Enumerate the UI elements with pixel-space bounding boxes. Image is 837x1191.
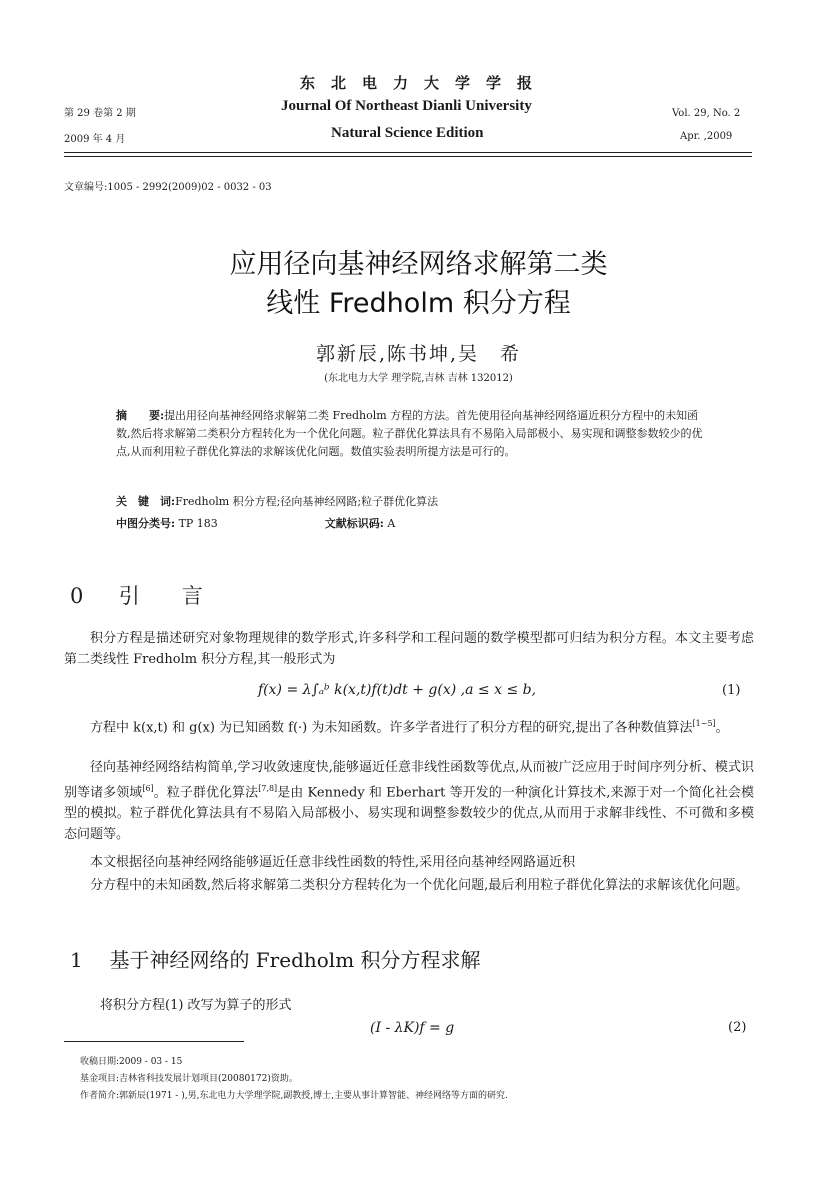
section-1-title: 基于神经网络的 Fredholm 积分方程求解 (109, 948, 481, 972)
keywords-text: Fredholm 积分方程;径向基神经网路;粒子群优化算法 (175, 495, 439, 508)
section-1-number: 1 (70, 948, 83, 972)
header-rule-thin (64, 156, 752, 157)
intro-paragraph-3 (64, 757, 754, 845)
doc-code-label: 文献标识码: (324, 517, 384, 530)
doc-code-value: A (387, 517, 396, 530)
volume-en: Vol. 29, No. 2 (672, 108, 741, 119)
classification (116, 515, 395, 531)
intro-paragraph-1: 积分方程是描述研究对象物理规律的数学形式,许多科学和工程问题的数学模型都可归结为积分方程。本文主要考虑第二类线性 Fredholm 积分方程,其一般形式为 (64, 631, 754, 667)
affiliation: (东北电力大学 理学院,吉林 吉林 132012) (324, 373, 513, 384)
journal-title-en: Journal Of Northeast Dianli University (281, 98, 532, 114)
clc-label: 中图分类号: (116, 517, 176, 530)
date-cn: 2009 年 4 月 (64, 134, 126, 145)
citation-1-5: [1~5] (692, 719, 716, 728)
equation-2: (I - λK)f = g (370, 1020, 455, 1036)
abstract-label: 摘 要: (116, 409, 165, 422)
citation-6: [6] (142, 784, 154, 793)
section-1-text: 将积分方程(1) 改写为算子的形式 (100, 998, 292, 1013)
paper-title-line2: 线性 Fredholm 积分方程 (266, 288, 571, 319)
section-0-title: 引 言 (118, 584, 203, 608)
footnote-rule (64, 1041, 244, 1042)
abstract-text: 提出用径向基神经网络求解第二类 Fredholm 方程的方法。首先使用径向基神经网络逼近积分方程中的未知函数,然后将求解第二类积分方程转化为一个优化问题。粒子群优化算法具有不易陷入局部极小、易实现和调整参数较少的优点,从而利用粒子群优化算法的求解该优化问题。数值实验表明所提方法是可行的。 (116, 409, 703, 458)
intro-p3-b: 。粒子群优化算法 (153, 785, 259, 801)
header-rule-thick (64, 152, 752, 153)
intro-paragraph-2 (64, 713, 754, 738)
section-0-heading (70, 580, 203, 610)
citation-7-8: [7,8] (258, 784, 278, 793)
authors: 郭新辰,陈书坤,吴 希 (315, 343, 522, 365)
volume-cn: 第 29 卷第 2 期 (64, 108, 136, 119)
footnote-received: 收稿日期:2009 - 03 - 15 (80, 1057, 183, 1067)
intro-paragraph-5: 分方程中的未知函数,然后将求解第二类积分方程转化为一个优化问题,最后利用粒子群优化算法的求解该优化问题。 (90, 878, 749, 893)
date-en: Apr. ,2009 (680, 131, 733, 142)
equation-1: f(x) = λ∫ₐᵇ k(x,t)f(t)dt + g(x) ,a ≤ x ≤ b, (258, 682, 537, 698)
intro-p2-end: 。 (715, 720, 729, 736)
footnote-fund: 基金项目:吉林省科技发展计划项目(20080172)资助。 (80, 1074, 298, 1084)
journal-edition: Natural Science Edition (331, 125, 484, 141)
keywords-label: 关 键 词: (116, 495, 176, 508)
section-1-heading (70, 944, 481, 973)
journal-title-cn: 东北电力大学学报 (300, 74, 549, 92)
equation-1-number: (1) (722, 683, 741, 698)
keywords (116, 493, 438, 509)
intro-p2-text: 方程中 k(x,t) 和 g(x) 为已知函数 f(·) 为未知函数。许多学者进行了积分方程的研究,提出了各种数值算法 (90, 720, 693, 736)
paper-title-line1: 应用径向基神经网络求解第二类 (229, 249, 608, 280)
equation-2-number: (2) (728, 1020, 747, 1035)
abstract (116, 407, 704, 461)
clc-value: TP 183 (178, 517, 218, 530)
intro-paragraph-4: 本文根据径向基神经网络能够逼近任意非线性函数的特性,采用径向基神经网路逼近积 (90, 855, 576, 870)
article-number: 文章编号:1005 - 2992(2009)02 - 0032 - 03 (64, 182, 272, 193)
footnote-author: 作者简介:郭新辰(1971 - ),男,东北电力大学理学院,副教授,博士,主要从事计算智能、神经网络等方面的研究. (80, 1091, 508, 1101)
intro-p3-a: 径向基神经网络结构简单,学习收敛速度快,能够逼近任意非线性函数等优点,从而被广泛应用于时间序列分析、模式识别等诸多领域 (64, 760, 754, 801)
intro-p3-c: 是由 Kennedy 和 Eberhart 等开发的一种演化计算技术,来源于对一个简化社会模型的模拟。粒子群优化算法具有不易陷入局部极小、易实现和调整参数较少的优点,从而用于求解非线性、不可微和多模态问题等。 (64, 785, 754, 843)
section-0-number: 0 (70, 584, 84, 608)
